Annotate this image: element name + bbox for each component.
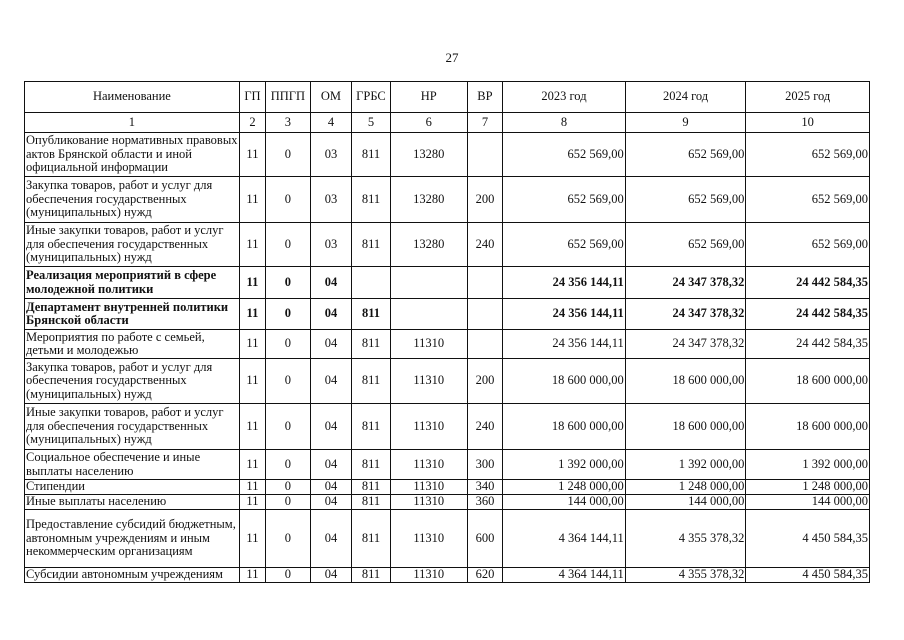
row-amount-2025: 652 569,00 <box>746 177 870 223</box>
row-name: Иные закупки товаров, работ и услуг для обеспечения государственных (муниципальных) нужд <box>25 223 240 267</box>
row-amount-2023: 24 356 144,11 <box>503 267 626 299</box>
row-vr: 340 <box>467 480 502 495</box>
row-gp: 11 <box>239 267 265 299</box>
row-ppgp: 0 <box>266 495 311 510</box>
column-number-row <box>25 113 870 133</box>
header-om: ОМ <box>310 82 352 113</box>
table-row <box>25 568 870 583</box>
row-amount-2023: 652 569,00 <box>503 177 626 223</box>
row-amount-2023: 18 600 000,00 <box>503 404 626 450</box>
header-ppgp: ППГП <box>266 82 311 113</box>
row-grbs: 811 <box>352 568 391 583</box>
table-row <box>25 330 870 359</box>
header-grbs: ГРБС <box>352 82 391 113</box>
row-name: Стипендии <box>25 480 240 495</box>
row-name: Субсидии автономным учреждениям <box>25 568 240 583</box>
row-ppgp: 0 <box>266 299 311 330</box>
row-amount-2025: 652 569,00 <box>746 133 870 177</box>
row-amount-2025: 24 442 584,35 <box>746 330 870 359</box>
row-name: Департамент внутренней политики Брянской области <box>25 299 240 330</box>
row-amount-2024: 18 600 000,00 <box>625 359 746 404</box>
row-amount-2023: 24 356 144,11 <box>503 299 626 330</box>
row-gp: 11 <box>239 133 265 177</box>
header-row <box>25 82 870 113</box>
row-nr <box>390 299 467 330</box>
row-amount-2024: 24 347 378,32 <box>625 299 746 330</box>
column-number: 8 <box>503 113 626 133</box>
row-vr: 600 <box>467 510 502 568</box>
row-amount-2023: 1 248 000,00 <box>503 480 626 495</box>
row-name: Мероприятия по работе с семьей, детьми и молодежью <box>25 330 240 359</box>
table-row <box>25 510 870 568</box>
row-ppgp: 0 <box>266 450 311 480</box>
row-nr: 13280 <box>390 133 467 177</box>
row-grbs: 811 <box>352 510 391 568</box>
row-vr: 200 <box>467 359 502 404</box>
row-vr <box>467 330 502 359</box>
budget-table <box>24 81 870 583</box>
row-amount-2025: 144 000,00 <box>746 495 870 510</box>
row-grbs: 811 <box>352 133 391 177</box>
column-number: 6 <box>390 113 467 133</box>
row-gp: 11 <box>239 404 265 450</box>
table-row <box>25 359 870 404</box>
row-nr: 11310 <box>390 404 467 450</box>
row-amount-2024: 144 000,00 <box>625 495 746 510</box>
row-grbs: 811 <box>352 223 391 267</box>
row-amount-2024: 652 569,00 <box>625 223 746 267</box>
row-vr: 360 <box>467 495 502 510</box>
row-vr <box>467 299 502 330</box>
row-name: Закупка товаров, работ и услуг для обеспечения государственных (муниципальных) нужд <box>25 177 240 223</box>
row-ppgp: 0 <box>266 404 311 450</box>
row-nr: 13280 <box>390 177 467 223</box>
row-om: 04 <box>310 330 352 359</box>
header-nr: НР <box>390 82 467 113</box>
row-om: 04 <box>310 450 352 480</box>
row-amount-2025: 652 569,00 <box>746 223 870 267</box>
column-number: 9 <box>625 113 746 133</box>
table-row <box>25 404 870 450</box>
header-2025: 2025 год <box>746 82 870 113</box>
row-grbs: 811 <box>352 299 391 330</box>
table-row <box>25 299 870 330</box>
row-nr: 11310 <box>390 510 467 568</box>
row-amount-2025: 4 450 584,35 <box>746 568 870 583</box>
row-om: 03 <box>310 223 352 267</box>
row-nr: 11310 <box>390 359 467 404</box>
row-grbs: 811 <box>352 330 391 359</box>
row-amount-2023: 4 364 144,11 <box>503 568 626 583</box>
header-2024: 2024 год <box>625 82 746 113</box>
row-nr: 13280 <box>390 223 467 267</box>
row-gp: 11 <box>239 568 265 583</box>
row-name: Опубликование нормативных правовых актов Брянской области и иной официальной информации <box>25 133 240 177</box>
table-row <box>25 177 870 223</box>
row-amount-2025: 4 450 584,35 <box>746 510 870 568</box>
row-vr: 200 <box>467 177 502 223</box>
row-nr: 11310 <box>390 480 467 495</box>
row-amount-2024: 1 248 000,00 <box>625 480 746 495</box>
header-gp: ГП <box>239 82 265 113</box>
row-ppgp: 0 <box>266 330 311 359</box>
row-om: 04 <box>310 267 352 299</box>
header-name: Наименование <box>25 82 240 113</box>
column-number: 2 <box>239 113 265 133</box>
row-amount-2024: 652 569,00 <box>625 177 746 223</box>
row-om: 04 <box>310 480 352 495</box>
row-gp: 11 <box>239 177 265 223</box>
row-om: 04 <box>310 510 352 568</box>
row-ppgp: 0 <box>266 223 311 267</box>
row-amount-2023: 24 356 144,11 <box>503 330 626 359</box>
row-vr: 240 <box>467 223 502 267</box>
column-number: 4 <box>310 113 352 133</box>
table-row <box>25 267 870 299</box>
row-nr: 11310 <box>390 330 467 359</box>
row-ppgp: 0 <box>266 480 311 495</box>
row-ppgp: 0 <box>266 359 311 404</box>
row-name: Иные выплаты населению <box>25 495 240 510</box>
row-nr: 11310 <box>390 568 467 583</box>
row-gp: 11 <box>239 330 265 359</box>
row-vr: 240 <box>467 404 502 450</box>
row-name: Закупка товаров, работ и услуг для обеспечения государственных (муниципальных) нужд <box>25 359 240 404</box>
row-name: Социальное обеспечение и иные выплаты населению <box>25 450 240 480</box>
table-row <box>25 495 870 510</box>
row-amount-2024: 24 347 378,32 <box>625 330 746 359</box>
row-amount-2024: 4 355 378,32 <box>625 510 746 568</box>
row-name: Иные закупки товаров, работ и услуг для обеспечения государственных (муниципальных) нужд <box>25 404 240 450</box>
row-om: 04 <box>310 404 352 450</box>
row-amount-2023: 652 569,00 <box>503 223 626 267</box>
row-grbs: 811 <box>352 359 391 404</box>
row-amount-2024: 18 600 000,00 <box>625 404 746 450</box>
table-row <box>25 223 870 267</box>
row-gp: 11 <box>239 495 265 510</box>
table-row <box>25 480 870 495</box>
row-grbs: 811 <box>352 450 391 480</box>
row-gp: 11 <box>239 223 265 267</box>
column-number: 1 <box>25 113 240 133</box>
row-amount-2025: 24 442 584,35 <box>746 267 870 299</box>
row-grbs: 811 <box>352 480 391 495</box>
row-grbs: 811 <box>352 404 391 450</box>
row-vr <box>467 267 502 299</box>
column-number: 5 <box>352 113 391 133</box>
row-amount-2025: 18 600 000,00 <box>746 404 870 450</box>
row-amount-2025: 18 600 000,00 <box>746 359 870 404</box>
row-gp: 11 <box>239 450 265 480</box>
row-name: Реализация мероприятий в сфере молодежной политики <box>25 267 240 299</box>
row-amount-2025: 1 248 000,00 <box>746 480 870 495</box>
row-grbs: 811 <box>352 495 391 510</box>
row-vr: 300 <box>467 450 502 480</box>
row-amount-2024: 1 392 000,00 <box>625 450 746 480</box>
row-vr: 620 <box>467 568 502 583</box>
header-2023: 2023 год <box>503 82 626 113</box>
table-row <box>25 450 870 480</box>
row-gp: 11 <box>239 299 265 330</box>
row-om: 04 <box>310 359 352 404</box>
row-ppgp: 0 <box>266 568 311 583</box>
page-number: 27 <box>445 50 459 65</box>
table-body <box>25 133 870 583</box>
column-number: 7 <box>467 113 502 133</box>
row-grbs <box>352 267 391 299</box>
row-amount-2023: 18 600 000,00 <box>503 359 626 404</box>
row-nr: 11310 <box>390 495 467 510</box>
row-nr <box>390 267 467 299</box>
row-amount-2025: 1 392 000,00 <box>746 450 870 480</box>
row-amount-2023: 144 000,00 <box>503 495 626 510</box>
row-gp: 11 <box>239 480 265 495</box>
row-om: 04 <box>310 299 352 330</box>
row-gp: 11 <box>239 510 265 568</box>
column-number: 10 <box>746 113 870 133</box>
row-amount-2023: 652 569,00 <box>503 133 626 177</box>
row-name: Предоставление субсидий бюджетным, автономным учреждениям и иным некоммерческим организациям <box>25 510 240 568</box>
row-amount-2023: 1 392 000,00 <box>503 450 626 480</box>
row-amount-2024: 652 569,00 <box>625 133 746 177</box>
row-amount-2024: 24 347 378,32 <box>625 267 746 299</box>
row-om: 03 <box>310 177 352 223</box>
row-gp: 11 <box>239 359 265 404</box>
header-vr: ВР <box>467 82 502 113</box>
row-vr <box>467 133 502 177</box>
row-amount-2025: 24 442 584,35 <box>746 299 870 330</box>
table-row <box>25 133 870 177</box>
row-grbs: 811 <box>352 177 391 223</box>
row-ppgp: 0 <box>266 133 311 177</box>
row-ppgp: 0 <box>266 510 311 568</box>
column-number: 3 <box>266 113 311 133</box>
row-amount-2024: 4 355 378,32 <box>625 568 746 583</box>
row-om: 03 <box>310 133 352 177</box>
row-om: 04 <box>310 568 352 583</box>
row-ppgp: 0 <box>266 267 311 299</box>
row-ppgp: 0 <box>266 177 311 223</box>
row-amount-2023: 4 364 144,11 <box>503 510 626 568</box>
row-nr: 11310 <box>390 450 467 480</box>
row-om: 04 <box>310 495 352 510</box>
